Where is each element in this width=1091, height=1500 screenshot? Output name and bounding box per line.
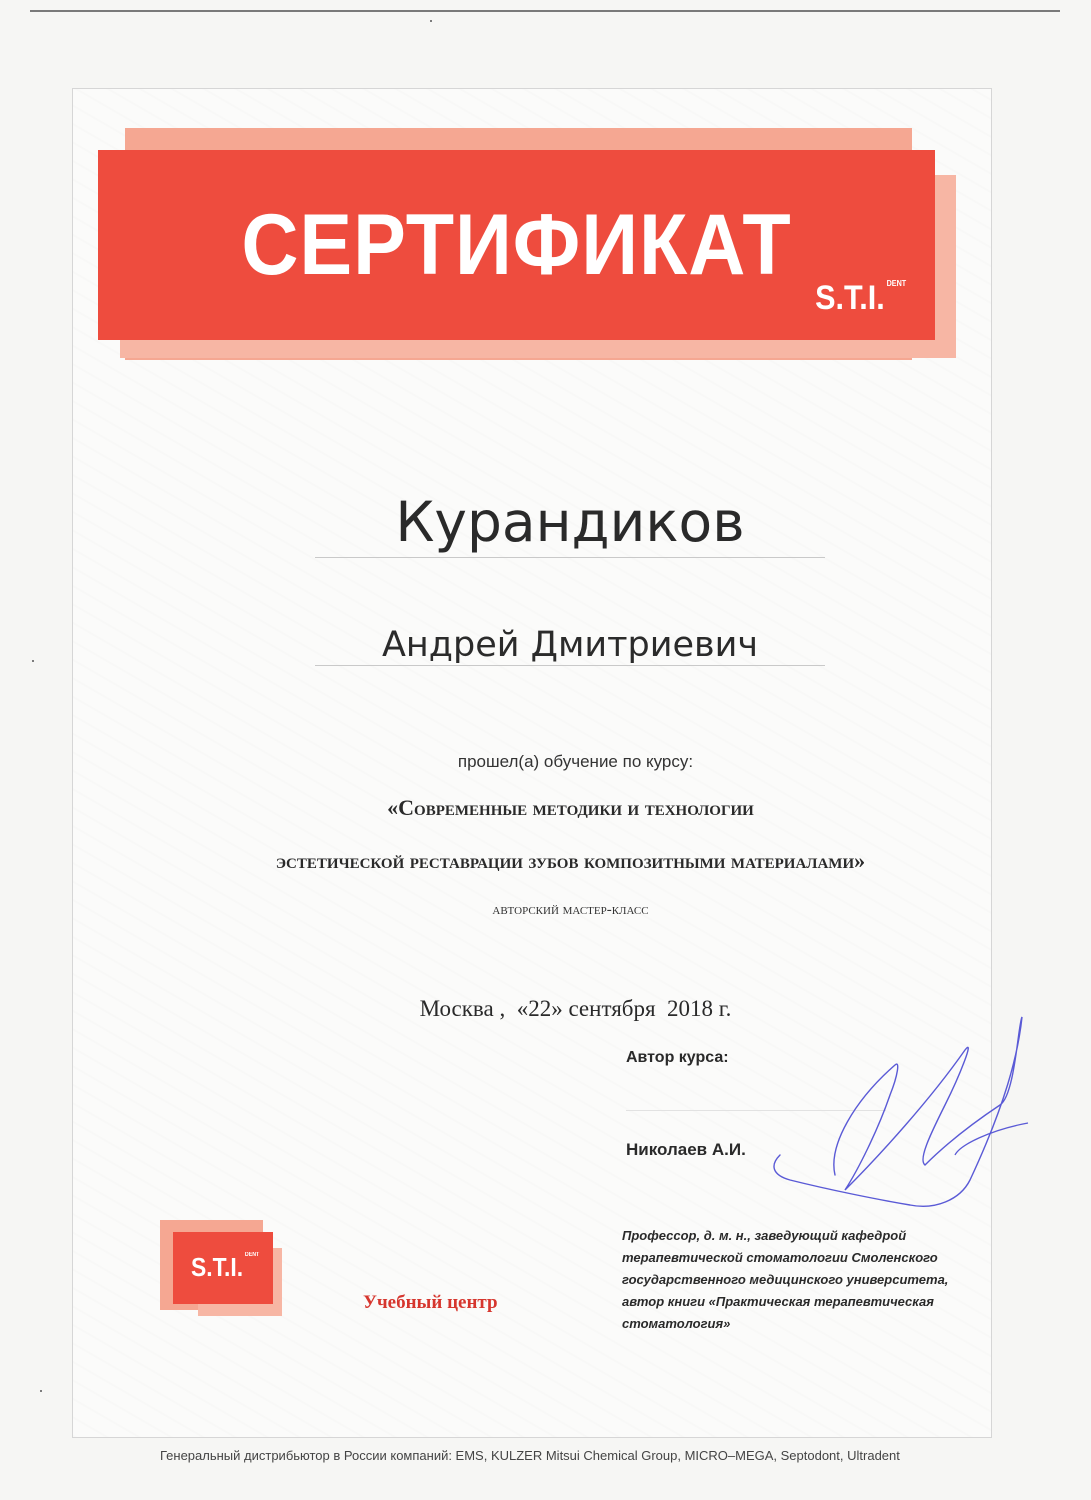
author-description-line: терапевтической стоматологии Смоленского [622, 1250, 938, 1265]
sti-logo-text: S.T.I. [814, 279, 885, 317]
training-center-label: Учебный центр [363, 1292, 498, 1313]
scan-speck [40, 1390, 42, 1392]
certificate-title: СЕРТИФИКАТ [241, 197, 792, 293]
scan-speck [430, 20, 432, 22]
scan-speck [32, 660, 34, 662]
sti-logo-superscript: DENT [886, 279, 906, 288]
header-banner [98, 150, 935, 340]
given-names-underline [315, 665, 825, 666]
course-type: авторский мастер-класс [492, 902, 649, 918]
training-center-logo [173, 1232, 273, 1304]
author-label: Автор курса: [626, 1049, 729, 1066]
training-center-logo-word: S.T.I. [191, 1252, 244, 1282]
training-center-logo-superscript: DENT [244, 1252, 260, 1258]
course-title-line-2: эстетической реставрации зубов композитными материалами» [275, 848, 866, 873]
training-center-logo-text [191, 1252, 259, 1283]
handwritten-signature [760, 1005, 1050, 1225]
recipient-given-names: Андрей Дмитриевич [381, 625, 759, 665]
signature-stroke [774, 1017, 1022, 1206]
scan-edge-line [30, 10, 1060, 12]
author-description-line: Профессор, д. м. н., заведующий кафедрой [622, 1228, 907, 1243]
author-description [622, 1225, 1002, 1335]
surname-underline [315, 557, 825, 558]
recipient-surname: Курандиков [395, 490, 745, 554]
author-description-line: автор книги «Практическая терапевтическая [622, 1294, 934, 1309]
author-name: Николаев А.И. [626, 1140, 746, 1159]
footer-distributor-text: Генеральный дистрибьютор в России компаний: EMS, KULZER Mitsui Chemical Group, MICRO–MEGA, Septodont, Ultradent [160, 1448, 900, 1463]
signature-crossbar [955, 1123, 1028, 1155]
place-and-date: Москва , «22» сентября 2018 г. [419, 996, 732, 1021]
course-title-line-1: «Современные методики и технологии [387, 795, 754, 820]
author-description-line: государственного медицинского университета, [622, 1272, 949, 1287]
sti-logo [815, 279, 906, 318]
completed-text: прошел(а) обучение по курсу: [457, 752, 694, 771]
author-description-line: стоматология» [622, 1316, 731, 1331]
